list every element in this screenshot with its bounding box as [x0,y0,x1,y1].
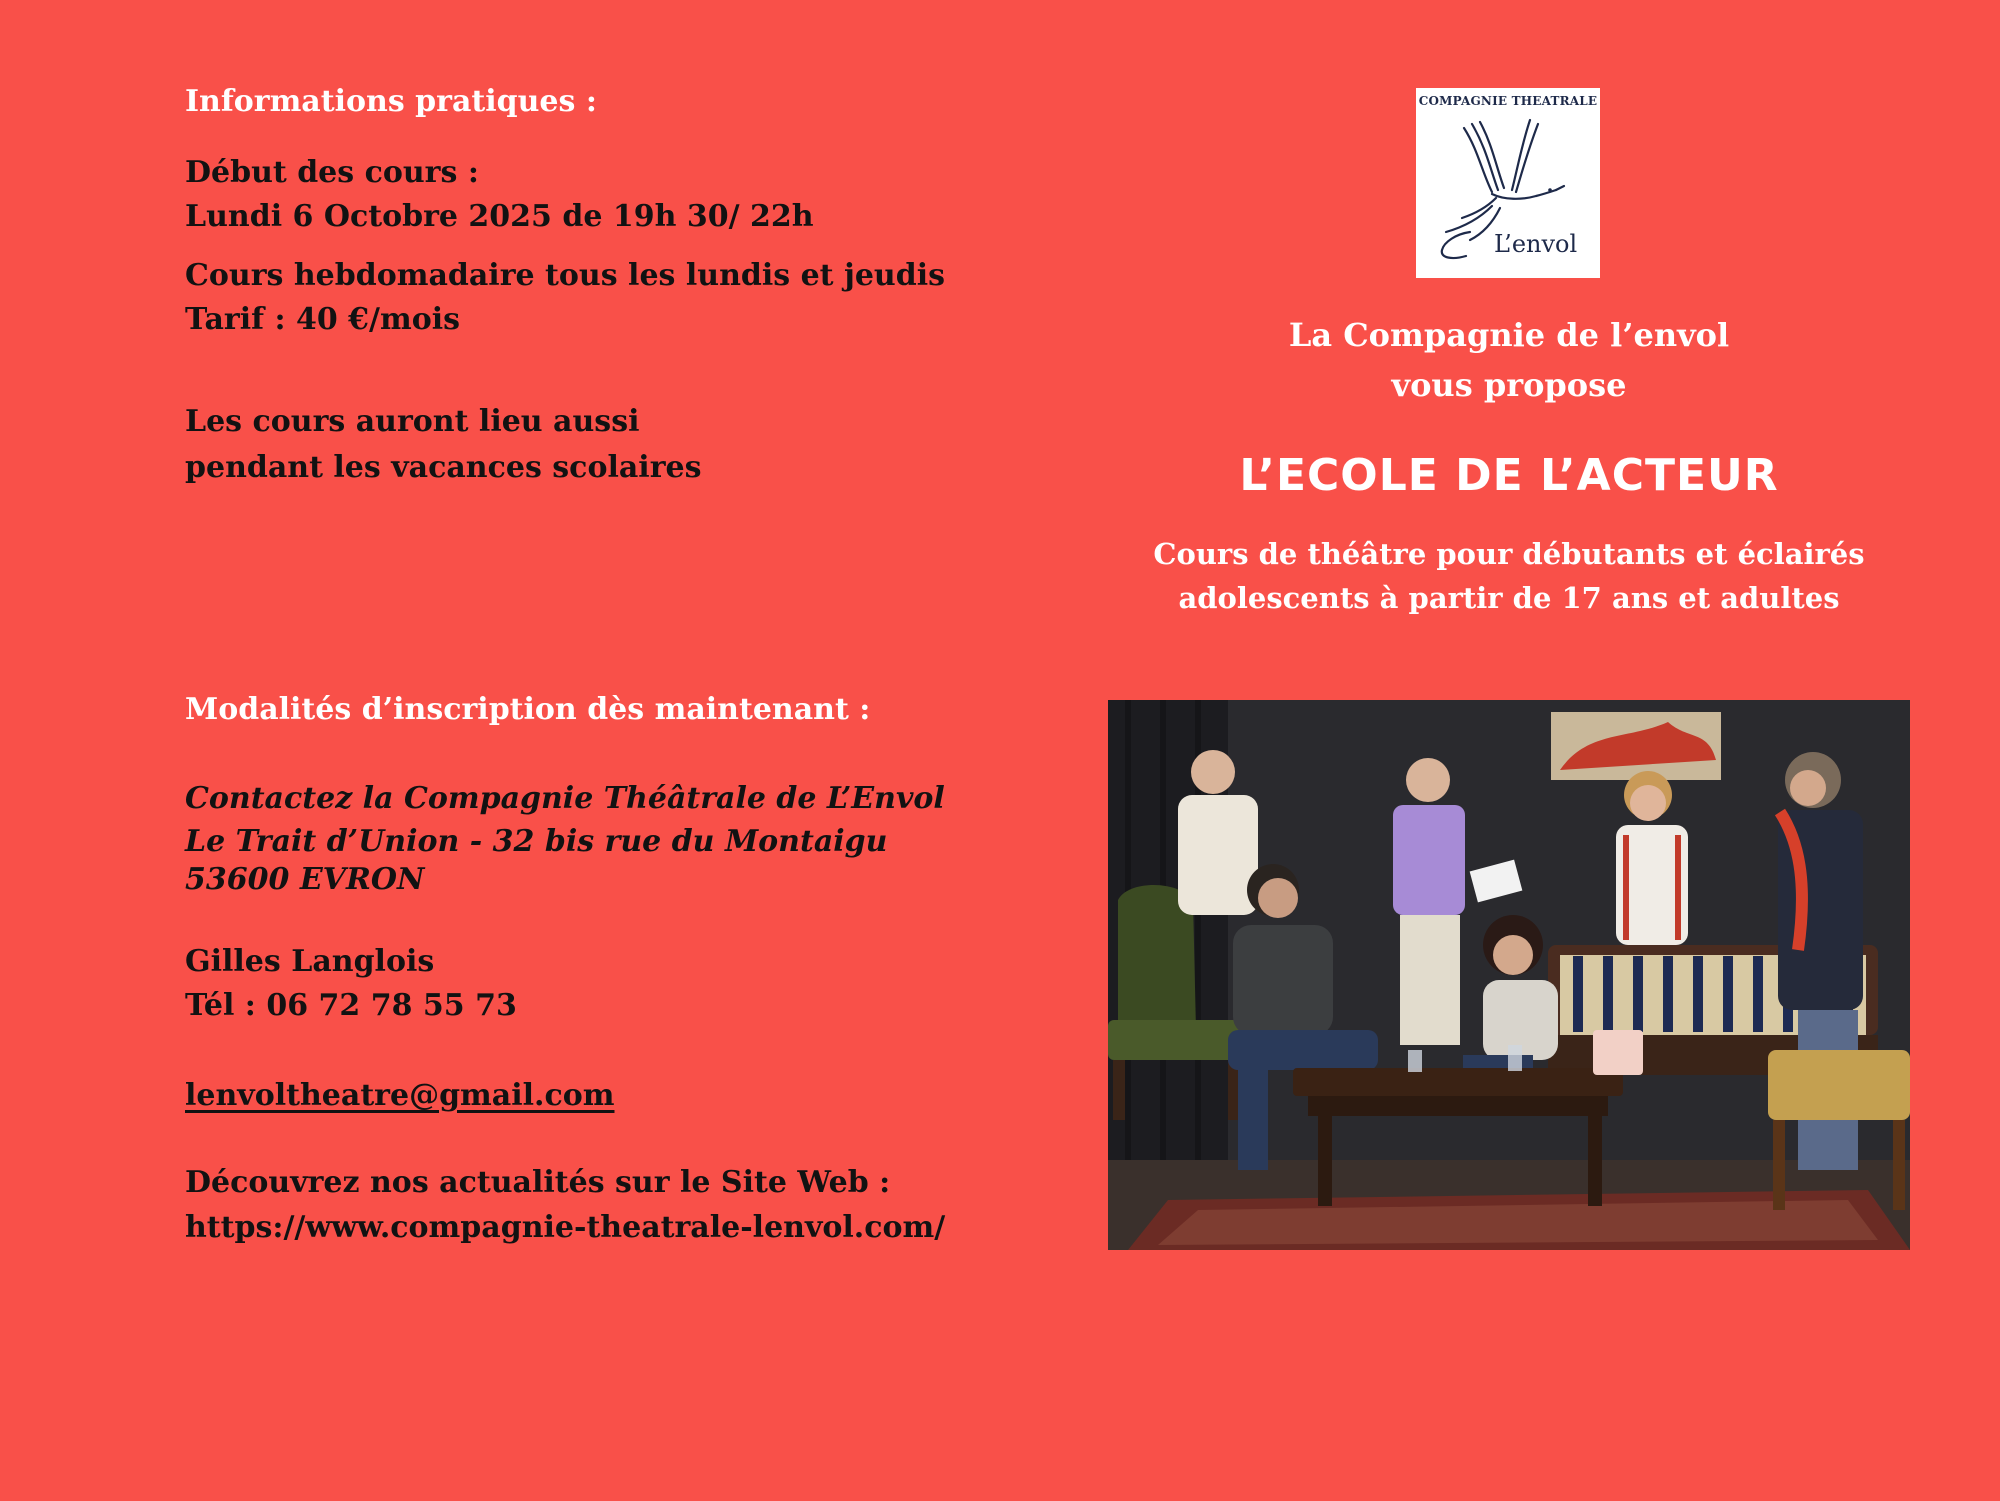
contact-line-3: 53600 EVRON [185,862,425,897]
contact-line-1: Contactez la Compagnie Théâtrale de L’Envol [185,781,945,816]
weekly-schedule: Cours hebdomadaire tous les lundis et jeudis [185,258,945,293]
holidays-line-1: Les cours auront lieu aussi [185,404,640,439]
school-title: L’ECOLE DE L’ACTEUR [1239,450,1779,501]
phone-number: Tél : 06 72 78 55 73 [185,988,517,1023]
website-url[interactable]: https://www.compagnie-theatrale-lenvol.com/ [185,1210,946,1245]
logo-company-label: COMPAGNIE THEATRALE [1418,94,1598,108]
person-name: Gilles Langlois [185,944,435,979]
holidays-line-2: pendant les vacances scolaires [185,450,702,485]
pitch-line-1: La Compagnie de l’envol [1288,316,1730,354]
website-label: Découvrez nos actualités sur le Site Web : [185,1165,891,1200]
email-link[interactable]: lenvoltheatre@gmail.com [185,1078,615,1113]
contact-line-2: Le Trait d’Union - 32 bis rue du Montaigu [185,824,888,859]
company-logo [1416,88,1600,278]
logo-name: L’envol [1494,230,1578,258]
info-heading: Informations pratiques : [185,84,597,119]
course-line-1: Cours de théâtre pour débutants et éclairés [1153,537,1865,571]
signup-heading: Modalités d’inscription dès maintenant : [185,692,871,727]
pitch-line-2: vous propose [1391,366,1627,404]
start-label: Début des cours : [185,155,479,190]
rehearsal-scene-illustration [1108,700,1910,1250]
rehearsal-photo [1108,700,1910,1250]
course-line-2: adolescents à partir de 17 ans et adultes [1178,581,1840,615]
start-date: Lundi 6 Octobre 2025 de 19h 30/ 22h [185,199,814,234]
price: Tarif : 40 €/mois [185,302,461,337]
